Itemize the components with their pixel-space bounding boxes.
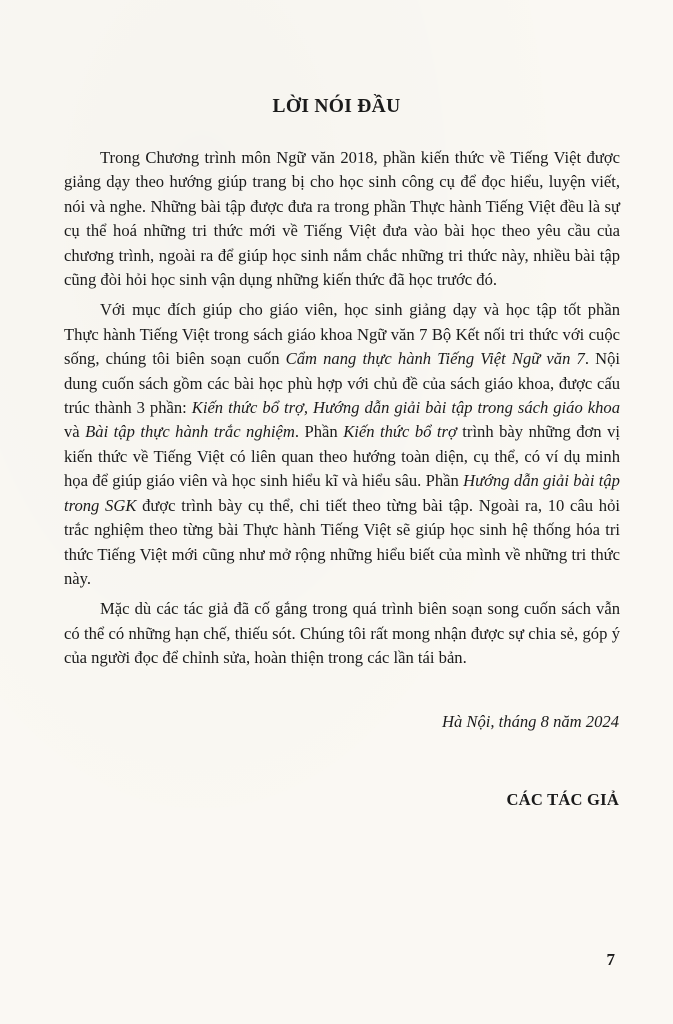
paragraph-2-text-5: trình bày những đơn vị kiến thức về Tiếng Việt có liên quan theo hướng toàn diện, cụ thể, có ví dụ minh họa để giúp giáo viên và học sinh hiểu kĩ và hiểu sâu. Phần xyxy=(64,422,620,491)
part-knowledge: Kiến thức bổ trợ xyxy=(343,422,457,442)
page-number: 7 xyxy=(606,950,615,969)
paragraph-1 xyxy=(64,146,620,292)
page-title: LỜI NÓI ĐẦU xyxy=(272,96,401,117)
paragraph-2-text-1: Với mục đích giúp cho giáo viên, học sinh giảng dạy và học tập tốt phần Thực hành Tiếng Việt trong sách giáo khoa Ngữ văn 7 Bộ Kết nối tri thức với cuộc sống, chúng tôi biên soạn cuốn xyxy=(64,300,620,369)
date-line: Hà Nội, tháng 8 năm 2024 xyxy=(441,712,619,731)
paragraph-2-text-3: và xyxy=(64,422,86,442)
paragraph-1-text: Trong Chương trình môn Ngữ văn 2018, phần kiến thức về Tiếng Việt được giảng dạy theo hướng giúp trang bị cho học sinh công cụ để đọc hiểu, luyện viết, nói và nghe. Những bài tập được đưa ra trong phần Thực hành Tiếng Việt đều là sự cụ thể hoá những tri thức mới về Tiếng Việt đưa vào bài học theo yêu cầu của chương trình, ngoài ra để giúp học sinh nắm chắc những tri thức này, nhiều bài tập cũng đòi hỏi học sinh vận dụng những kiến thức đã học trước đó. xyxy=(64,148,620,290)
paragraph-3 xyxy=(64,597,620,670)
part-guide: Hướng dẫn giải bài tập trong SGK xyxy=(64,471,620,515)
paragraph-2-text-4: . Phần xyxy=(294,422,344,442)
preface-body xyxy=(64,146,620,677)
paragraph-3-text: Mặc dù các tác giả đã cố gắng trong quá trình biên soạn song cuốn sách vẫn có thể có những hạn chế, thiếu sót. Chúng tôi rất mong nhận được sự chia sẻ, góp ý của người đọc để chỉnh sửa, hoàn thiện trong các lần tái bản. xyxy=(64,599,620,668)
paragraph-2-text-6: được trình bày cụ thể, chi tiết theo từng bài tập. Ngoài ra, 10 câu hỏi trắc nghiệm theo từng bài Thực hành Tiếng Việt sẽ giúp học sinh hệ thống hóa tri thức Tiếng Việt mới cũng như mở rộng những hiểu biết của mình về những tri thức này. xyxy=(64,495,620,588)
paragraph-2-text-2: . Nội dung cuốn sách gồm các bài học phù hợp với chủ đề của sách giáo khoa, được cấu trúc thành 3 phần: xyxy=(64,349,621,418)
authors-signature: CÁC TÁC GIẢ xyxy=(506,790,619,809)
part-names: Kiến thức bổ trợ, Hướng dẫn giải bài tập trong sách giáo khoa xyxy=(191,398,620,418)
part-exercises: Bài tập thực hành trắc nghiệm xyxy=(85,422,295,442)
paragraph-2 xyxy=(64,298,620,591)
book-title: Cẩm nang thực hành Tiếng Việt Ngữ văn 7 xyxy=(285,349,585,369)
